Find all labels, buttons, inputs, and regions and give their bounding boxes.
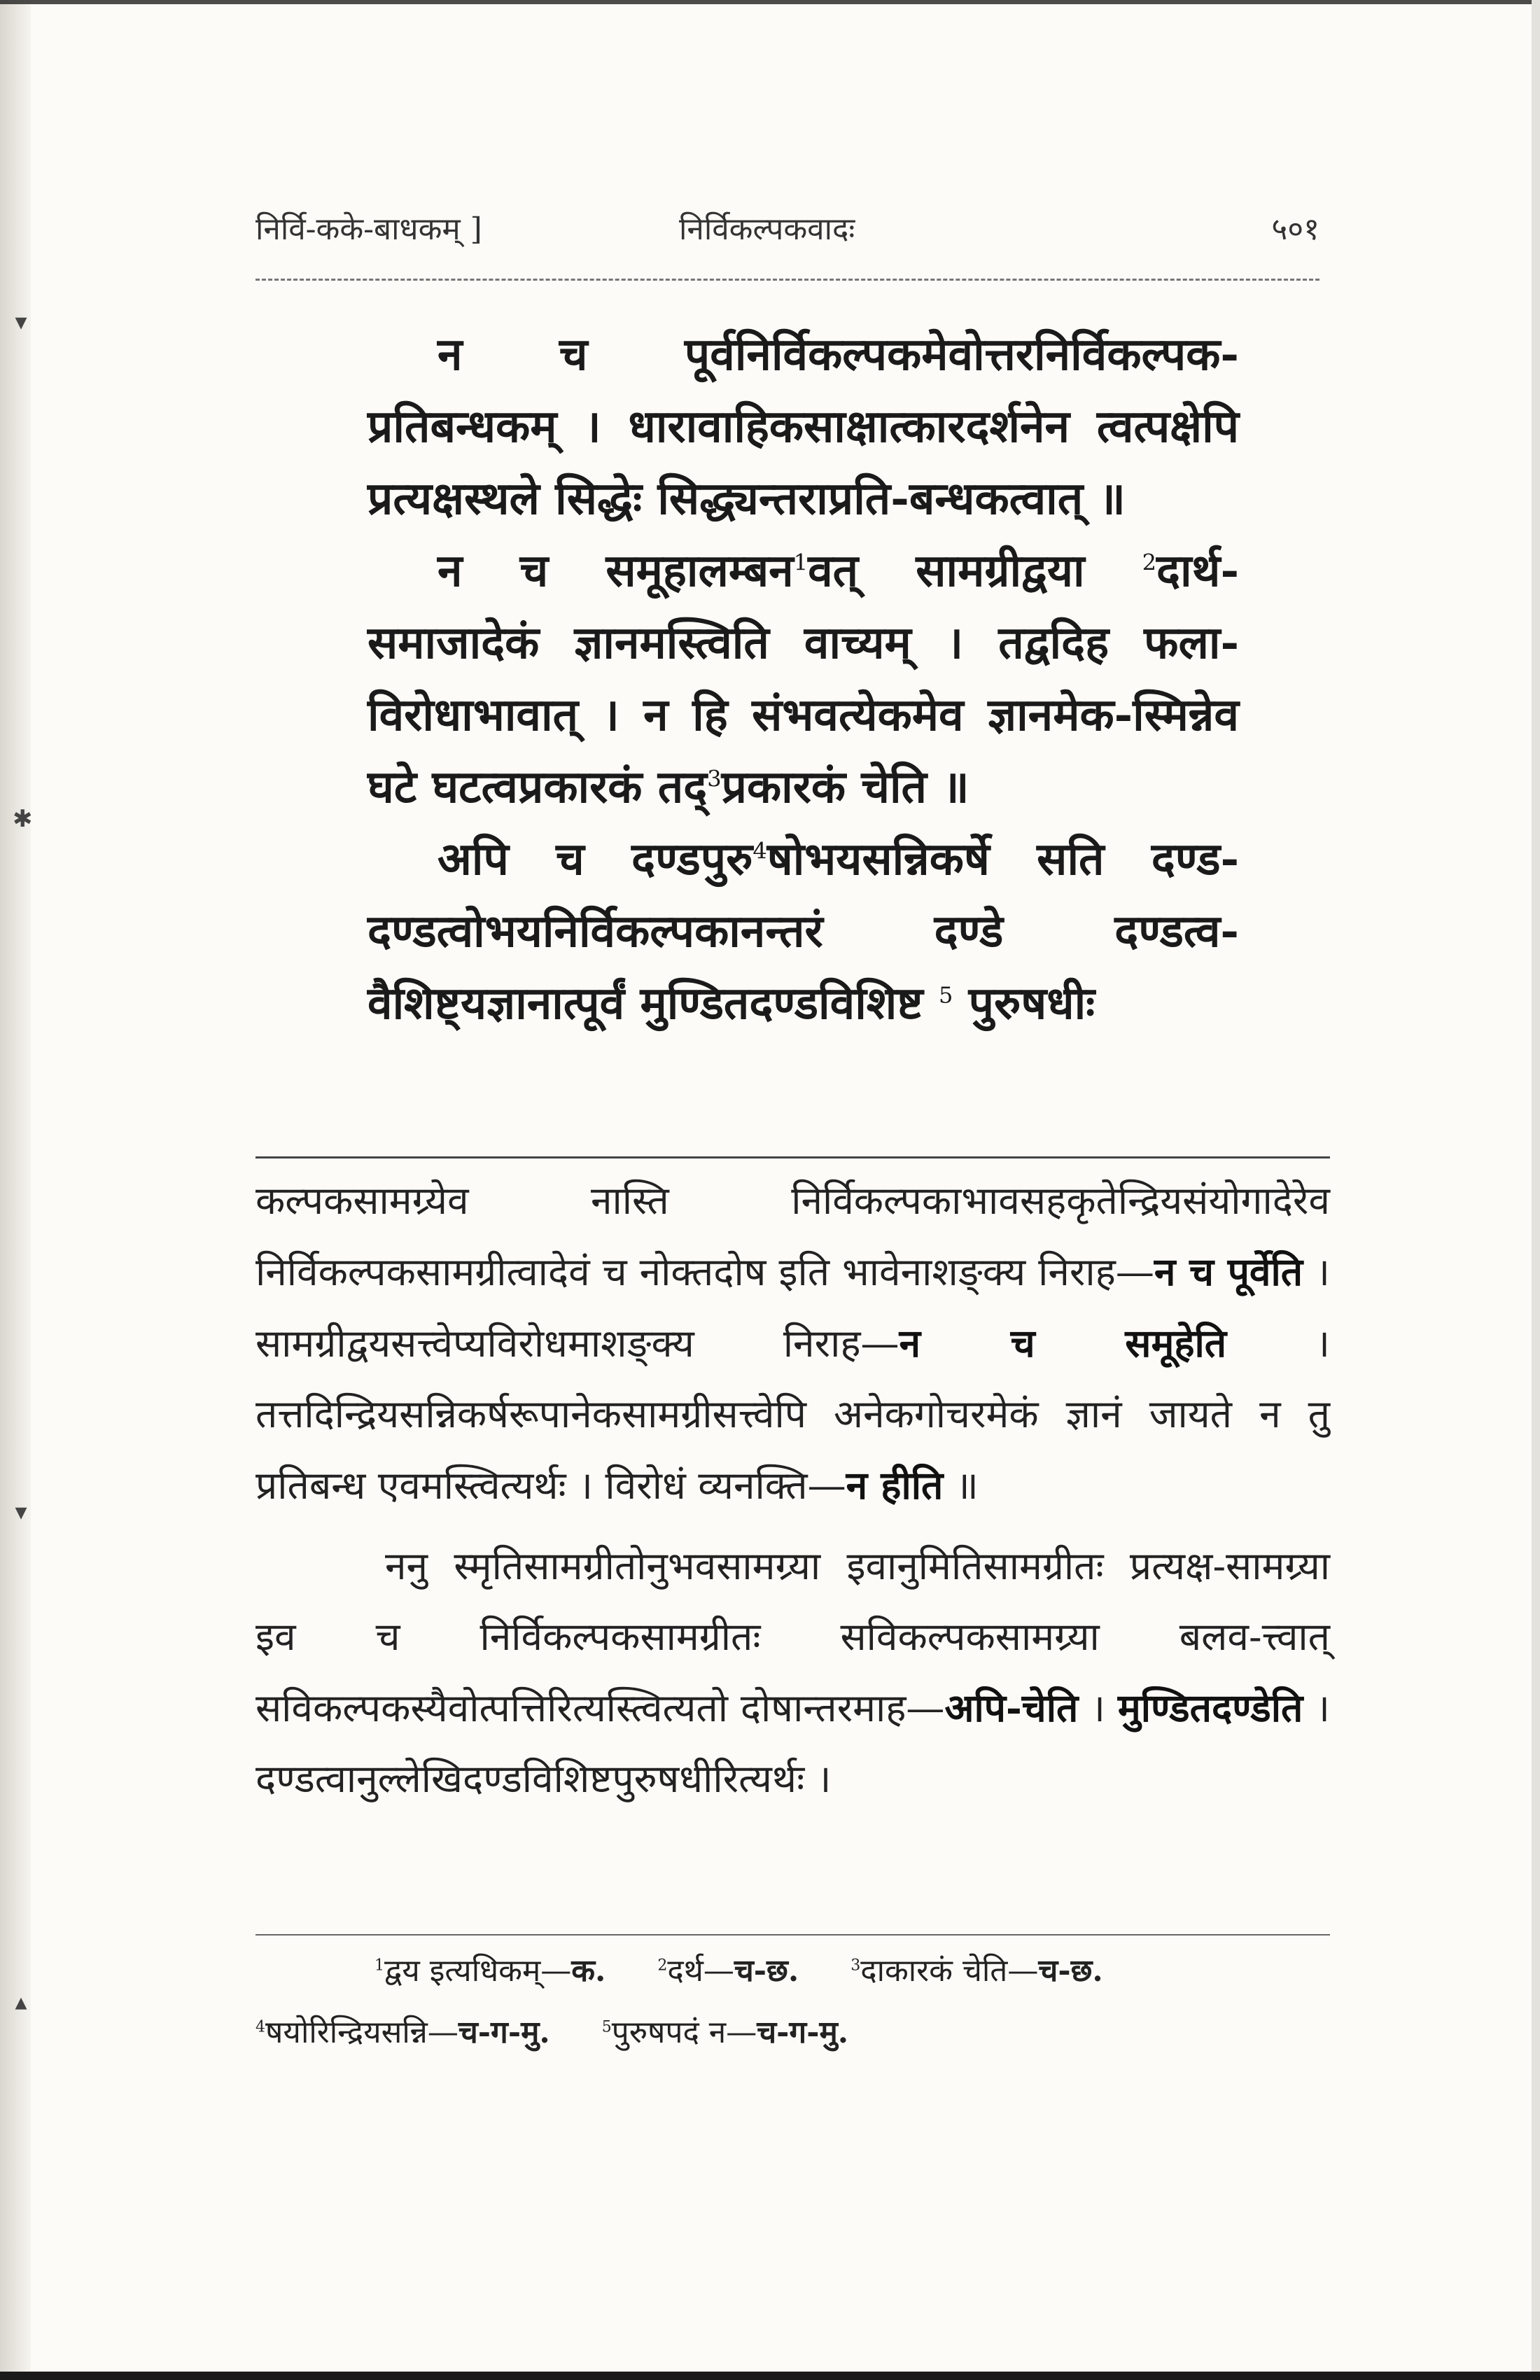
footnote-marker: 5 bbox=[938, 981, 953, 1009]
main-paragraph: न च पूर्वनिर्विकल्पकमेवोत्तरनिर्विकल्पक-प्रतिबन्धकम् । धारावाहिकसाक्षात्कारदर्शनेन त्वत्पक्षेपि प्रत्यक्षस्थले सिद्धेः सिद्ध्यन्तराप्रति-बन्धकत्वात् ॥ bbox=[368, 328, 1239, 525]
lemma: न च पूर्वेति bbox=[1154, 1249, 1303, 1294]
footnotes bbox=[255, 1940, 1330, 2064]
lemma: न हीति bbox=[846, 1462, 944, 1508]
commentary-paragraph: ननु स्मृतिसामग्रीतोनुभवसामग्र्या इवानुमितिसामग्रीतः प्रत्यक्ष-सामग्र्या इव च निर्विकल्पकसामग्रीतः सविकल्पकसामग्र्या बलव-त्त्वात् सविकल्पकस्यैवोत्पत्तिरित्यस्त्वित्यतो दोषान्तरमाह—अपि-चेति । मुण्डितदण्डेति । दण्डत्वानुल्लेखिदण्डविशिष्टपुरुषधीरित्यर्थः । bbox=[255, 1544, 1331, 1801]
footnote-line: $^1$द्वय इत्यधिकम्—क. $^2$दर्थ—च-छ. $^3$दाकारकं चेति—च-छ. bbox=[374, 1953, 1103, 1989]
lemma: न च समूहेति bbox=[899, 1320, 1227, 1366]
footnote-marker: 1 bbox=[793, 549, 808, 576]
page-number: ५०१ bbox=[1271, 211, 1320, 247]
footnote-divider bbox=[255, 1934, 1330, 1935]
binding-mark-icon: ▾ bbox=[15, 1498, 27, 1526]
scan-edge-top bbox=[0, 0, 1540, 4]
scan-edge-right bbox=[1532, 0, 1540, 2380]
header-title: निर्विकल्पकवादः bbox=[679, 211, 855, 247]
main-paragraph: न च समूहालम्बन$^1$वत् सामग्रीद्वया $^2$दार्थ-समाजादेकं ज्ञानमस्त्विति वाच्यम् । तद्वदिह फला-विरोधाभावात् । न हि संभवत्येकमेव ज्ञानमेक-स्मिन्नेव घटे घटत्वप्रकारकं तद्$^3$प्रकारकं चेति ॥ bbox=[368, 545, 1240, 813]
header-section-label: निर्वि-कके-बाधकम् ] bbox=[255, 211, 482, 247]
main-text bbox=[368, 318, 1239, 1040]
header-divider bbox=[255, 279, 1320, 281]
page-binding-edge bbox=[0, 0, 31, 2380]
commentary-text bbox=[255, 1166, 1330, 1814]
footnote-line: $^4$षयोरिन्द्रियसन्नि—च-ग-मु. $^5$पुरुषपदं न—च-ग-मु. bbox=[255, 2015, 849, 2050]
commentary-divider bbox=[255, 1156, 1330, 1158]
commentary-paragraph: कल्पकसामग्र्येव नास्ति निर्विकल्पकाभावसहकृतेन्द्रियसंयोगादेरेव निर्विकल्पकसामग्रीत्वादेवं च नोक्तदोष इति भावेनाशङ्क्य निराह—न च पूर्वेति । सामग्रीद्वयसत्त्वेप्यविरोधमाशङ्क्य निराह—न च समूहेति । तत्तदिन्द्रियसन्निकर्षरूपानेकसामग्रीसत्त्वेपि अनेकगोचरमेकं ज्ञानं जायते न तु प्रतिबन्ध एवमस्त्वित्यर्थः । विरोधं व्यनक्ति—न हीति ॥ bbox=[255, 1178, 1330, 1508]
footnote-marker: 2 bbox=[1142, 549, 1156, 576]
binding-mark-icon: ▴ bbox=[15, 1988, 27, 2016]
footnote-marker: 4 bbox=[752, 837, 767, 864]
running-header bbox=[255, 200, 1320, 255]
lemma: अपि-चेति bbox=[944, 1685, 1079, 1730]
main-paragraph: अपि च दण्डपुरु$^4$षोभयसन्निकर्षे सति दण्ड-दण्डत्वोभयनिर्विकल्पकानन्तरं दण्डे दण्डत्व-वैशिष्ट्यज्ञानात्पूर्वं मुण्डितदण्डविशिष्ट $^5$ पुरुषधीः bbox=[368, 833, 1240, 1030]
binding-mark-icon: ▾ bbox=[15, 308, 27, 336]
footnote-marker: 3 bbox=[707, 765, 722, 792]
binding-mark-icon: ✱ bbox=[13, 805, 33, 833]
scan-edge-bottom bbox=[0, 2372, 1540, 2380]
lemma: मुण्डितदण्डेति bbox=[1117, 1685, 1303, 1730]
